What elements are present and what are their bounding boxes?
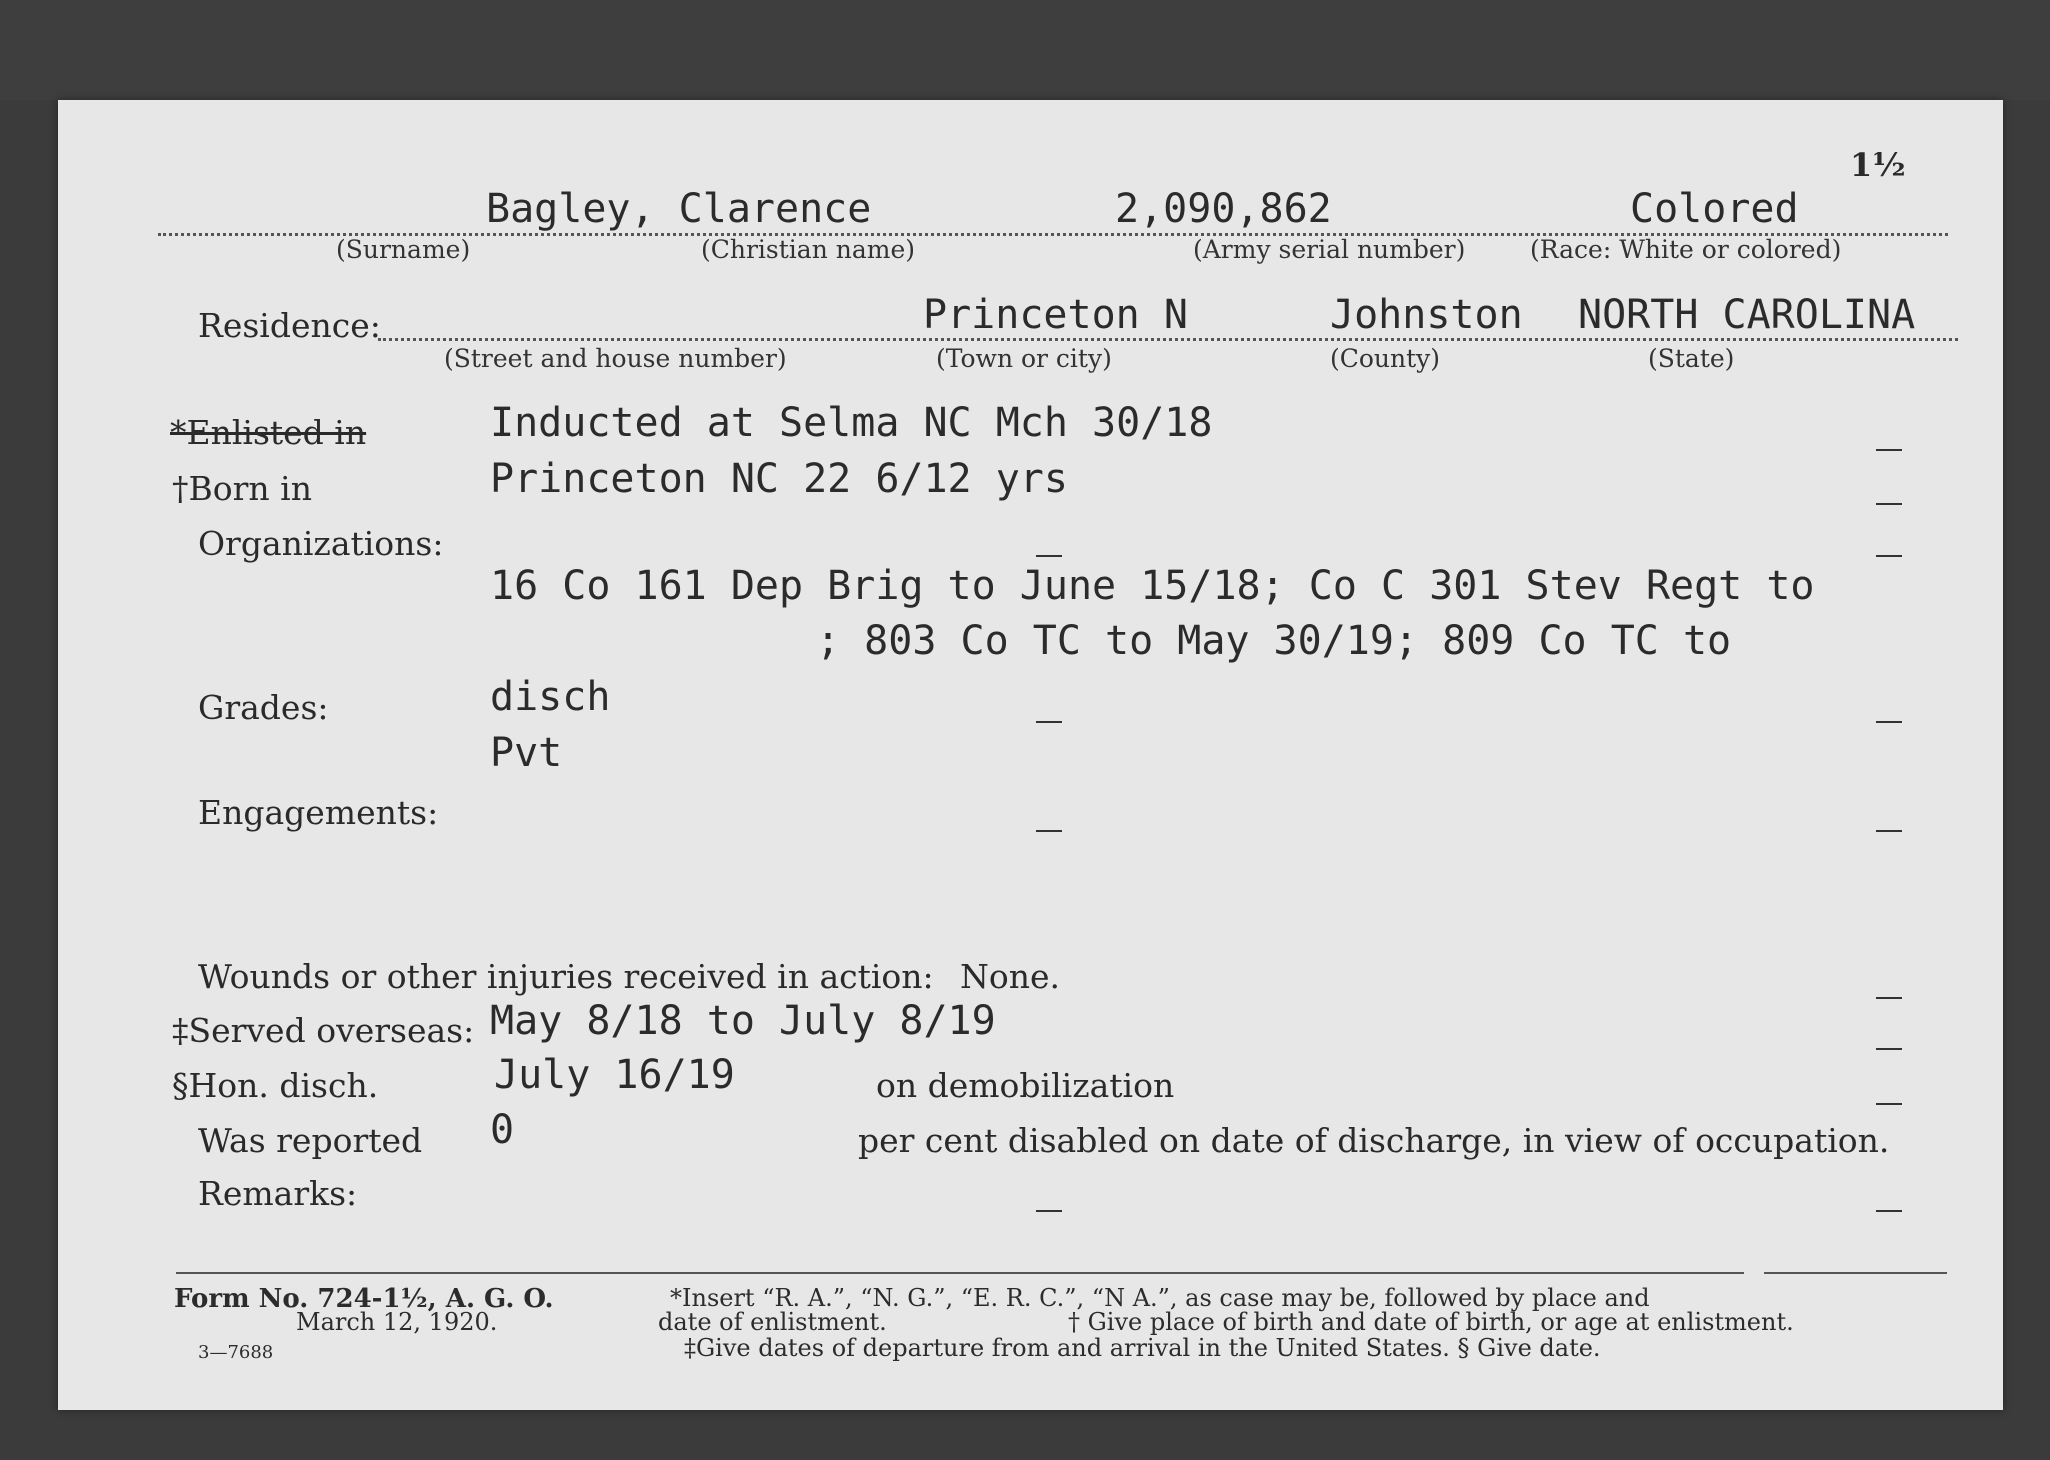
hon-disch-label: §Hon. disch. bbox=[172, 1066, 379, 1105]
serial-number-value: 2,090,862 bbox=[1115, 186, 1332, 232]
reported-note: per cent disabled on date of discharge, in view of occupation. bbox=[858, 1121, 1890, 1160]
grades-value-2: Pvt bbox=[490, 730, 563, 776]
print-number: 3—7688 bbox=[198, 1342, 274, 1363]
organizations-label: Organizations: bbox=[198, 524, 444, 563]
county-caption: (County) bbox=[1330, 344, 1441, 373]
dash-mark bbox=[1036, 830, 1062, 832]
engagements-label: Engagements: bbox=[198, 793, 439, 832]
dash-mark bbox=[1036, 555, 1062, 557]
footer-rule bbox=[176, 1272, 1744, 1274]
dash-mark bbox=[1876, 721, 1902, 723]
card-number: 1½ bbox=[1850, 146, 1906, 184]
christian-caption: (Christian name) bbox=[701, 235, 916, 264]
reported-value: 0 bbox=[490, 1107, 515, 1153]
race-value: Colored bbox=[1630, 186, 1799, 232]
dash-mark bbox=[1876, 1210, 1902, 1212]
state-value: NORTH CAROLINA bbox=[1578, 292, 1916, 338]
surname-caption: (Surname) bbox=[336, 235, 471, 264]
state-caption: (State) bbox=[1648, 344, 1735, 373]
grades-value-1: disch bbox=[490, 674, 611, 720]
dash-mark bbox=[1876, 1103, 1902, 1105]
street-caption: (Street and house number) bbox=[444, 344, 787, 373]
dash-mark bbox=[1876, 997, 1902, 999]
served-overseas-value: May 8/18 to July 8/19 bbox=[490, 998, 996, 1044]
dash-mark bbox=[1876, 555, 1902, 557]
footnote-enlistment-cont: date of enlistment. bbox=[658, 1308, 887, 1336]
reported-label: Was reported bbox=[198, 1121, 423, 1160]
residence-line bbox=[378, 338, 1958, 341]
dash-mark bbox=[1036, 1210, 1062, 1212]
footnote-birth: † Give place of birth and date of birth, or age at enlistment. bbox=[1068, 1308, 1794, 1336]
remarks-label: Remarks: bbox=[198, 1174, 358, 1213]
dash-mark bbox=[1876, 449, 1902, 451]
born-value: Princeton NC 22 6/12 yrs bbox=[490, 456, 1068, 502]
dash-mark bbox=[1876, 830, 1902, 832]
serial-caption: (Army serial number) bbox=[1193, 235, 1466, 264]
grades-label: Grades: bbox=[198, 688, 329, 727]
residence-label: Residence: bbox=[198, 306, 381, 345]
scanner-background bbox=[0, 0, 2050, 100]
organizations-line-1: 16 Co 161 Dep Brig to June 15/18; Co C 301 Stev Regt to bbox=[490, 563, 1815, 609]
race-caption: (Race: White or colored) bbox=[1530, 235, 1842, 264]
born-label: †Born in bbox=[172, 469, 312, 508]
town-caption: (Town or city) bbox=[936, 344, 1112, 373]
enlisted-value: Inducted at Selma NC Mch 30/18 bbox=[490, 400, 1213, 446]
service-record-card bbox=[58, 100, 2003, 1410]
hon-disch-value: July 16/19 bbox=[494, 1052, 735, 1098]
footnote-overseas: ‡Give dates of departure from and arrival in the United States. § Give date. bbox=[684, 1334, 1601, 1362]
dash-mark bbox=[1876, 503, 1902, 505]
wounds-label: Wounds or other injuries received in action: bbox=[198, 957, 934, 996]
enlisted-label: *Enlisted in bbox=[170, 413, 367, 452]
surname-christian-value: Bagley, Clarence bbox=[486, 186, 872, 232]
served-overseas-label: ‡Served overseas: bbox=[172, 1011, 475, 1050]
dash-mark bbox=[1036, 721, 1062, 723]
town-value: Princeton N bbox=[923, 292, 1188, 338]
dash-mark bbox=[1876, 1048, 1902, 1050]
footer-rule bbox=[1764, 1272, 1947, 1274]
county-value: Johnston bbox=[1330, 292, 1523, 338]
hon-disch-note: on demobilization bbox=[876, 1066, 1175, 1105]
form-date: March 12, 1920. bbox=[296, 1308, 498, 1336]
wounds-value: None. bbox=[960, 957, 1061, 996]
form-number: Form No. 724-1½, A. G. O. bbox=[174, 1284, 554, 1314]
organizations-line-2: ; 803 Co TC to May 30/19; 809 Co TC to bbox=[816, 618, 1732, 664]
footnote-enlistment: *Insert “R. A.”, “N. G.”, “E. R. C.”, “N A.”, as case may be, followed by place and bbox=[670, 1284, 1650, 1312]
